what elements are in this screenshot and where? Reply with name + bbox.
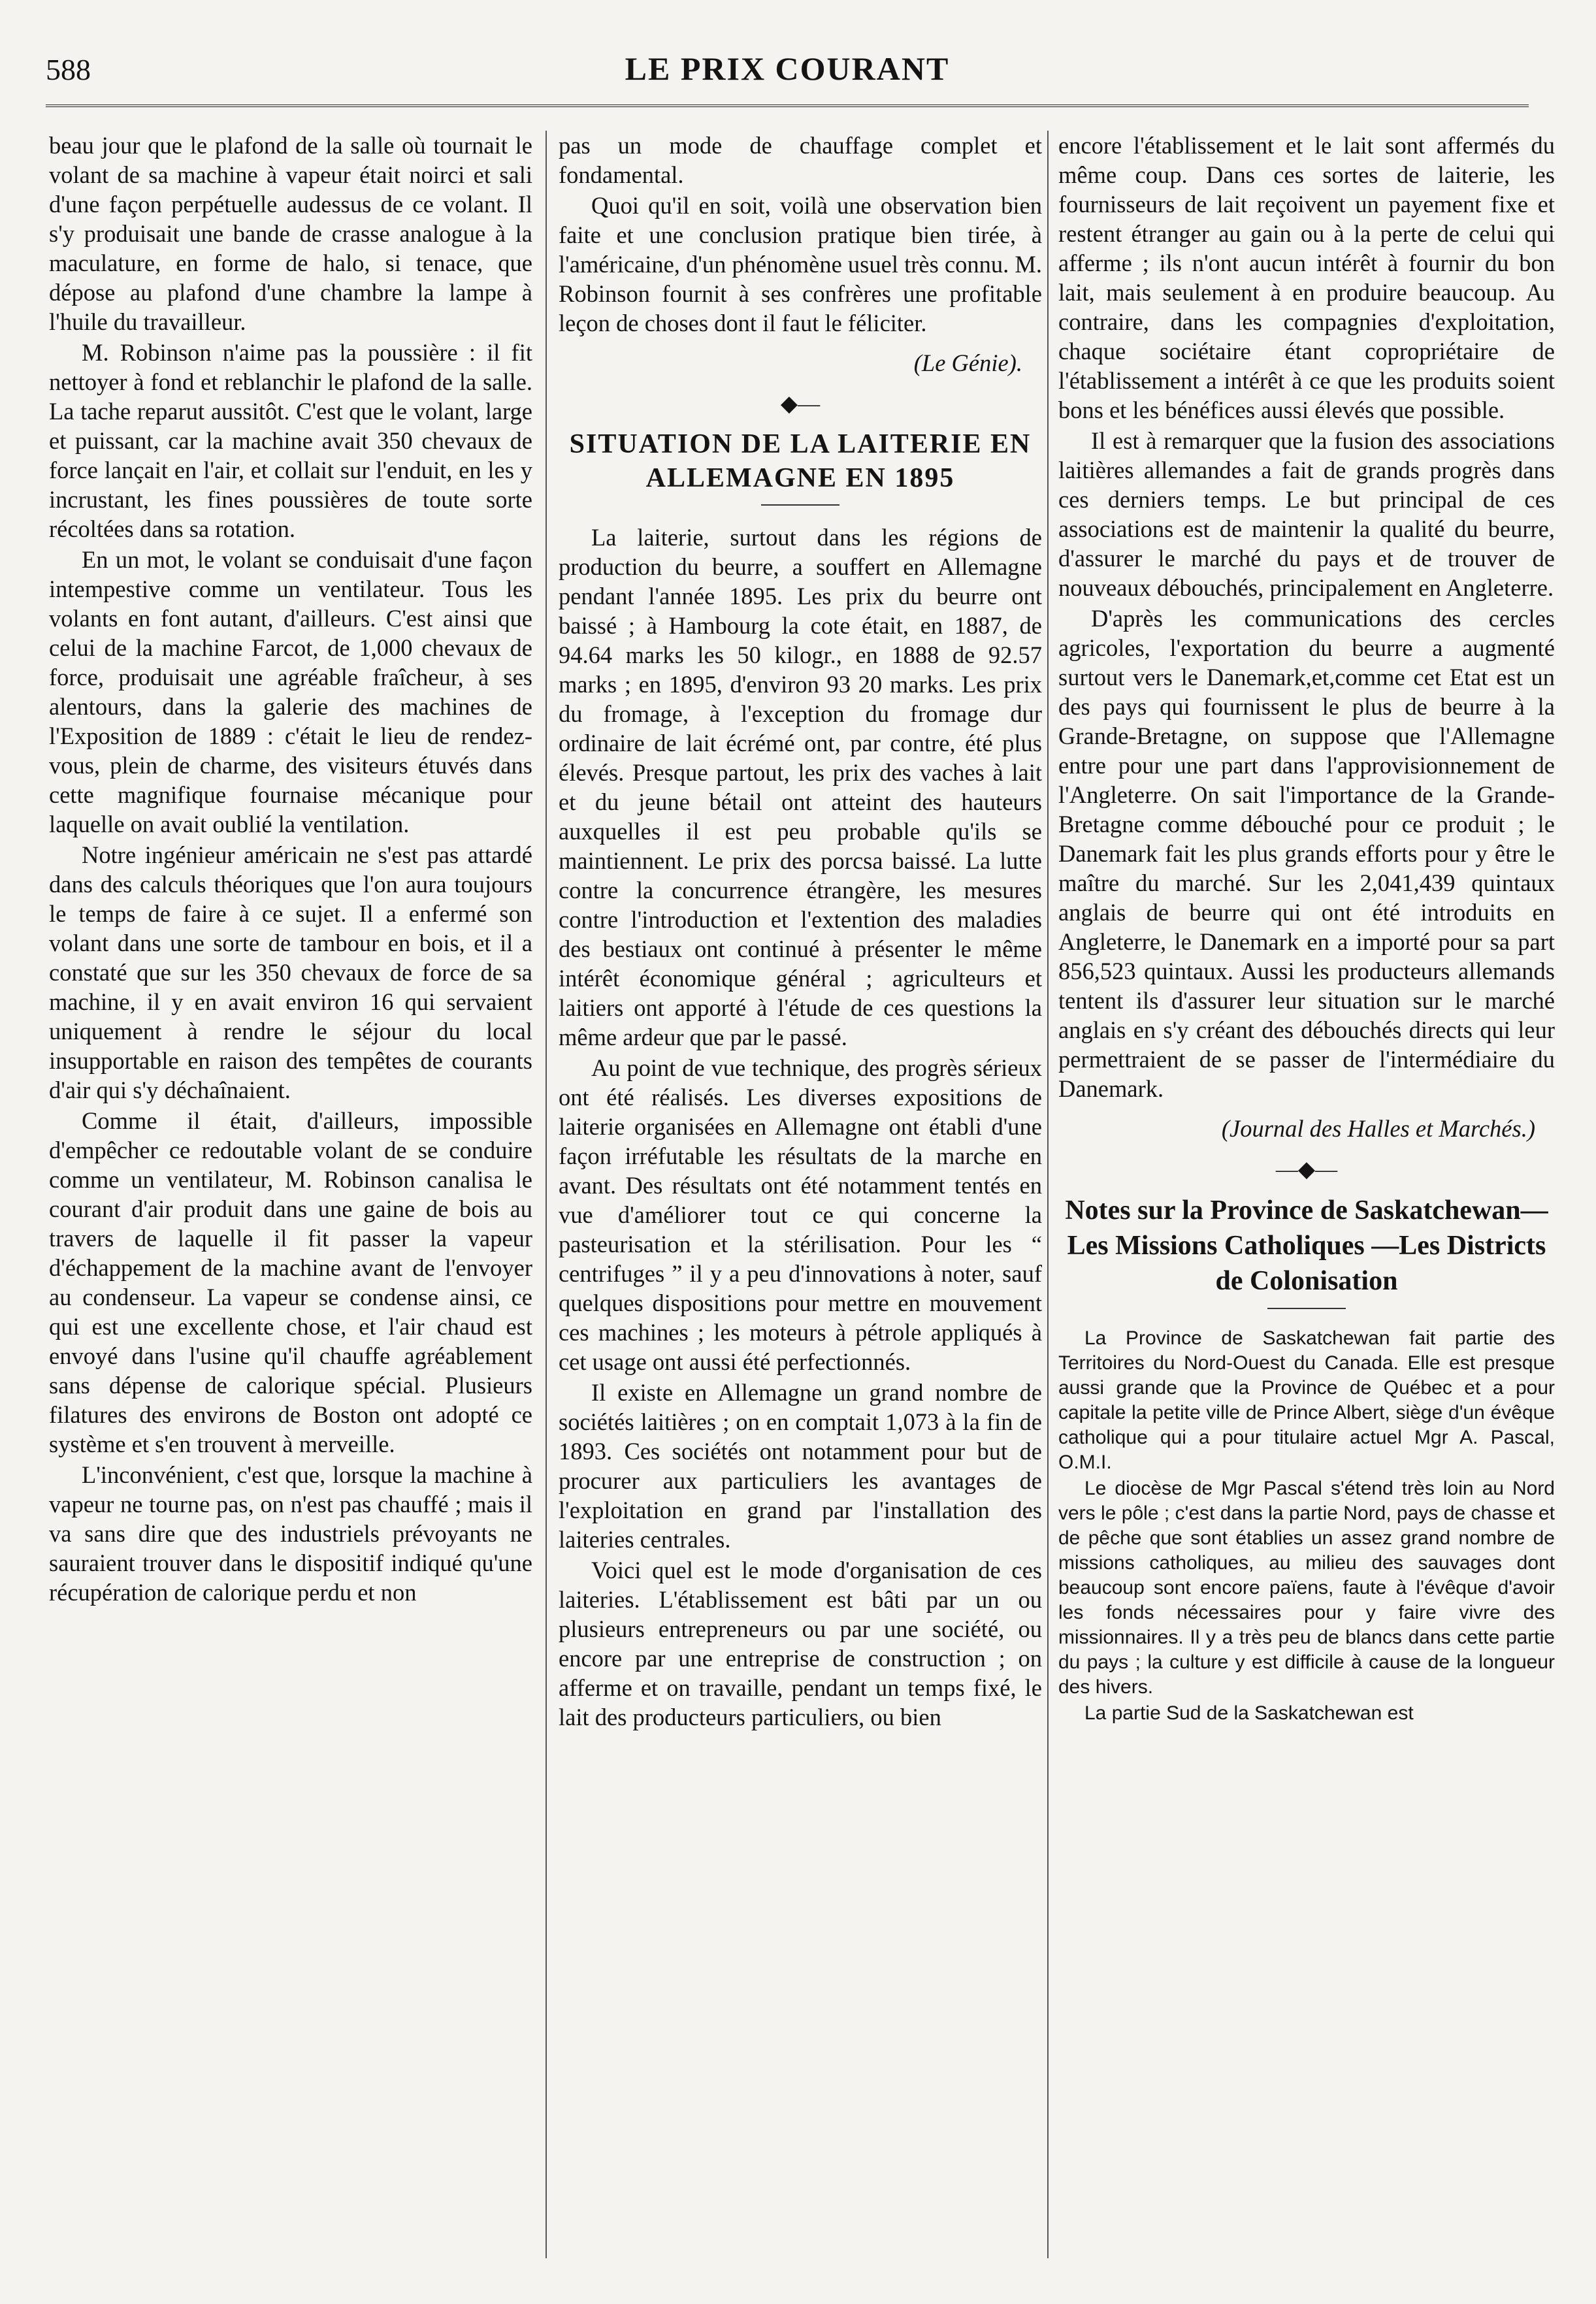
article-title: SITUATION DE LA LAITERIE EN ALLEMAGNE EN 1895 [569,429,1032,493]
column-3 [1058,131,1555,2258]
title-rule [761,504,839,506]
paragraph: Voici quel est le mode d'organisation de ces laiteries. L'établissement est bâti par un ou plusieurs entrepreneurs ou par une société, ou encore par une entreprise de construction ; on afferme et on travaille, pendant un temps fixé, le lait des producteurs particuliers, ou bien [559,1557,1042,1730]
column-divider [1047,131,1049,2258]
column-2 [559,131,1042,2258]
section-ornament: ◆— [780,392,821,416]
paragraph: Notre ingénieur américain ne s'est pas attardé dans des calculs théoriques que l'on aura toujours le temps de faire à ce sujet. Il a enfermé son volant dans une sorte de tambour en bois, et il a constaté que sur les 350 chevaux de force de sa machine, il y en avait environ 16 qui servaient uniquement à rendre le séjour du local insupportable en raison des tempêtes de courants d'air qui s'y déchaînaient. [49,841,532,1103]
title-rule [1267,1308,1346,1309]
paragraph: Comme il était, d'ailleurs, impossible d'empêcher ce redoutable volant de se conduire comme un ventilateur, M. Robinson canalisa le courant d'air produit dans une gaine de bois au travers de laquelle il fit passer la vapeur d'échappement de la machine avant de l'envoyer au condenseur. La vapeur se condense ainsi, ce qui est une excellente chose, et l'air chaud est envoyé dans l'usine qu'il chauffe agréablement sans dépense de calorique spécial. Plusieurs filatures des environs de Boston ont adopté ce système et s'en trouvent à merveille. [49,1107,532,1457]
header-rule [46,105,1529,107]
page-header [46,47,1529,99]
section-ornament: —◆— [1275,1158,1338,1182]
paragraph: L'inconvénient, c'est que, lorsque la machine à vapeur ne tourne pas, on n'est pas chauffé ; mais il va sans dire que des industriels prévoyants ne sauraient trouver dans le dispositif indiqué qu'une récupération de calorique perdu et non [49,1461,532,1606]
page-number: 588 [46,53,91,86]
paragraph: Au point de vue technique, des progrès sérieux ont été réalisés. Les diverses expositions de laiterie organisées en Allemagne ont établi d'une façon irréfutable les résultats de la marche en avant. Des résultats ont été notamment tentés en vue d'améliorer tout ce qui concerne la pasteurisation et la stérilisation. Pour les “ centrifuges ” il y a peu d'innovations à noter, sauf quelques dispositions pour mettre en mouvement ces machines ; les moteurs à pétrole appliqués à cet usage ont aussi été perfectionnés. [559,1054,1042,1375]
paragraph: Quoi qu'il en soit, voilà une observation bien faite et une conclusion pratique bien tirée, à l'américaine, d'un phénomène usuel très connu. M. Robinson fournit à ses confrères une profitable leçon de choses dont il faut le féliciter. [559,192,1042,336]
paragraph: Le diocèse de Mgr Pascal s'étend très loin au Nord vers le pôle ; c'est dans la partie Nord, pays de chasse et de pêche que sont établies un assez grand nombre de missions catholiques, au milieu des sauvages dont beaucoup sont encore païens, faute à l'évêque d'avoir les fonds nécessaires pour y faire vivre des missionnaires. Il y a très peu de blancs dans cette partie du pays ; la culture y est difficile à cause de la longueur des hivers. [1058,1478,1555,1698]
paragraph: Il existe en Allemagne un grand nombre de sociétés laitières ; on en comptait 1,073 à la fin de 1893. Ces sociétés ont notamment pour but de procurer aux particuliers les avantages de l'exploitation en grand par l'installation des laiteries centrales. [559,1379,1042,1553]
paragraph: La Province de Saskatchewan fait partie des Territoires du Nord-Ouest du Canada. Elle est presque aussi grande que la Province de Québec et a pour capitale la petite ville de Prince Albert, siège d'un évêque catholique qui a pour titulaire actuel Mgr A. Pascal, O.M.I. [1058,1327,1555,1473]
paragraph: beau jour que le plafond de la salle où tournait le volant de sa machine à vapeur était noirci et sali d'une façon perpétuelle audessus de ce volant. Il s'y produisait une bande de crasse analogue à la maculature, en forme de halo, si tenace, que dépose au plafond d'une chambre la lampe à l'huile du travailleur. [49,132,532,335]
paragraph: La laiterie, surtout dans les régions de production du beurre, a souffert en Allemagne pendant l'année 1895. Les prix du beurre ont baissé ; à Hambourg la cote était, en 1887, de 94.64 marks les 50 kilogr., en 1888 de 92.57 marks ; en 1895, d'environ 93 20 marks. Les prix du fromage, à l'exception du fromage dur ordinaire de lait écrémé ont, par contre, été plus élevés. Presque partout, les prix des vaches à lait et du jeune bétail ont atteint des hauteurs auxquelles il est peu probable qu'ils se maintiennent. Le prix des porcsa baissé. La lutte contre la concurrence étrangère, les mesures contre l'introduction et l'extention des maladies des bestiaux ont continué à présenter le même intérêt économique général ; agriculteurs et laitiers ont apporté à l'étude de ces questions la même ardeur que par le passé. [559,524,1042,1050]
source-credit: (Le Génie). [913,349,1022,376]
paragraph: encore l'établissement et le lait sont affermés du même coup. Dans ces sortes de laiterie, les fournisseurs de lait reçoivent un payement fixe et restent étranger au gain ou à la perte de celui qui afferme ; ils n'ont aucun intérêt à fournir du bon lait, mais seulement à en produire beaucoup. Au contraire, dans les compagnies d'exploitation, chaque sociétaire étant copropriétaire de l'établissement a intérêt à ce que les produits soient bons et les bénéfices aussi élevés que possible. [1058,132,1555,423]
source-credit: (Journal des Halles et Marchés.) [1221,1115,1535,1142]
paragraph: La partie Sud de la Saskatchewan est [1084,1702,1414,1724]
paragraph: Il est à remarquer que la fusion des associations laitières allemandes a fait de grands progrès dans ces derniers temps. Le but principal de ces associations est de maintenir la qualité du beurre, d'assurer le marché du pays et de trouver de nouveaux débouchés, principalement en Angleterre. [1058,427,1555,601]
paragraph: D'après les communications des cercles agricoles, l'exportation du beurre a augmenté surtout vers le Danemark,et,comme cet Etat est un des pays qui fournissent le plus de beurre à la Grande-Bretagne, on suppose que l'Allemagne entre pour une part dans l'approvisionnement de l'Angleterre. On sait l'importance de la Grande-Bretagne comme débouché pour ce produit ; le Danemark fait les plus grands efforts pour y être le maître du marché. Sur les 2,041,439 quintaux anglais de beurre qui ont été introduits en Angleterre, le Danemark en a importé pour sa part 856,523 quintaux. Aussi les producteurs allemands tentent ils d'assurer leur situation sur le marché anglais en s'y créant des débouchés directs qui leur permettraient de se passer de l'intermédiaire du Danemark. [1058,605,1555,1102]
article-title: Notes sur la Province de Saskatchewan—Les Missions Catholiques —Les Districts de Colonisation [1065,1195,1548,1296]
small-type-section [1058,1326,1555,1726]
paragraph: M. Robinson n'aime pas la poussière : il fit nettoyer à fond et reblanchir le plafond de la salle. La tache reparut aussitôt. C'est que le volant, large et puissant, car la machine avait 350 chevaux de force lançait en l'air, et collait sur l'enduit, en les y incrustant, les fines poussières de toute sorte récoltées dans sa rotation. [49,339,532,542]
paragraph: En un mot, le volant se conduisait d'une façon intempestive comme un ventilateur. Tous les volants en font autant, d'ailleurs. C'est ainsi que celui de la machine Farcot, de 1,000 chevaux de force, produisait une agréable fraîcheur, à ses alentours, dans la galerie des machines de l'Exposition de 1889 : c'était le lieu de rendez-vous, plein de charme, des visiteurs étuvés dans cette magnifique fournaise mécanique pour laquelle on avait oublié la ventilation. [49,546,532,837]
column-1 [49,131,532,2258]
paragraph: pas un mode de chauffage complet et fondamental. [559,132,1042,188]
column-divider [546,131,547,2258]
journal-title: LE PRIX COURANT [625,50,950,87]
